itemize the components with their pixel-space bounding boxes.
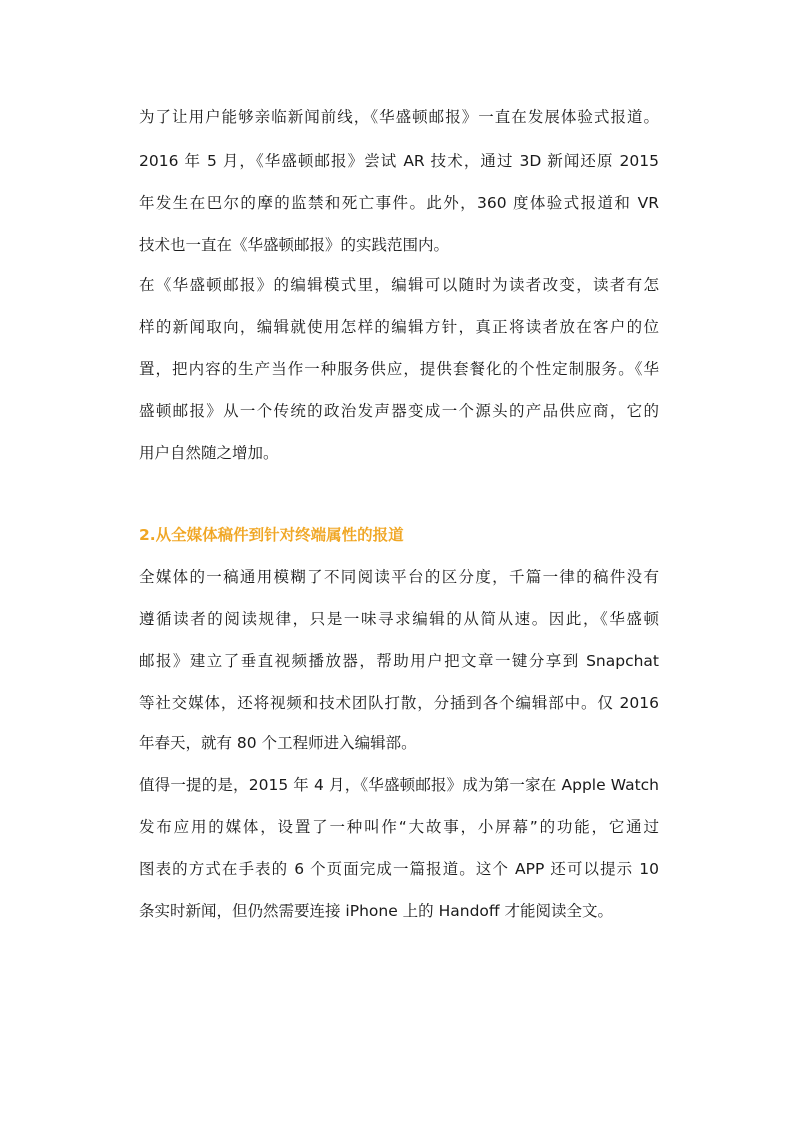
section-heading: 2.从全媒体稿件到针对终端属性的报道	[139, 526, 404, 544]
text-line: 邮报》建立了垂直视频播放器，帮助用户把文章一键分享到 Snapchat	[139, 652, 659, 670]
text-line: 技术也一直在《华盛顿邮报》的实践范围内。	[139, 236, 450, 254]
text-line: 图表的方式在手表的 6 个页面完成一篇报道。这个 APP 还可以提示 10	[139, 860, 659, 878]
text-line: 用户自然随之增加。	[139, 444, 279, 462]
text-line: 为了让用户能够亲临新闻前线，《华盛顿邮报》一直在发展体验式报道。	[139, 108, 659, 126]
text-line: 值得一提的是，2015 年 4 月，《华盛顿邮报》成为第一家在 Apple Watch	[139, 776, 659, 794]
text-line: 置，把内容的生产当作一种服务供应，提供套餐化的个性定制服务。《华	[139, 360, 659, 378]
text-line: 年发生在巴尔的摩的监禁和死亡事件。此外，360 度体验式报道和 VR	[139, 194, 659, 212]
text-line: 年春天，就有 80 个工程师进入编辑部。	[139, 734, 417, 752]
text-line: 2016 年 5 月，《华盛顿邮报》尝试 AR 技术，通过 3D 新闻还原 2015	[139, 152, 659, 170]
text-line: 遵循读者的阅读规律，只是一味寻求编辑的从简从速。因此，《华盛顿	[139, 610, 659, 628]
text-line: 等社交媒体，还将视频和技术团队打散，分插到各个编辑部中。仅 2016	[139, 694, 659, 712]
text-line: 样的新闻取向，编辑就使用怎样的编辑方针，真正将读者放在客户的位	[139, 318, 659, 336]
text-line: 条实时新闻，但仍然需要连接 iPhone 上的 Handoff 才能阅读全文。	[139, 902, 614, 920]
text-line: 发布应用的媒体，设置了一种叫作“大故事，小屏幕”的功能，它通过	[139, 818, 659, 836]
text-line: 在《华盛顿邮报》的编辑模式里，编辑可以随时为读者改变，读者有怎	[139, 276, 659, 294]
text-line: 盛顿邮报》从一个传统的政治发声器变成一个源头的产品供应商，它的	[139, 402, 659, 420]
text-line: 全媒体的一稿通用模糊了不同阅读平台的区分度，千篇一律的稿件没有	[139, 568, 659, 586]
